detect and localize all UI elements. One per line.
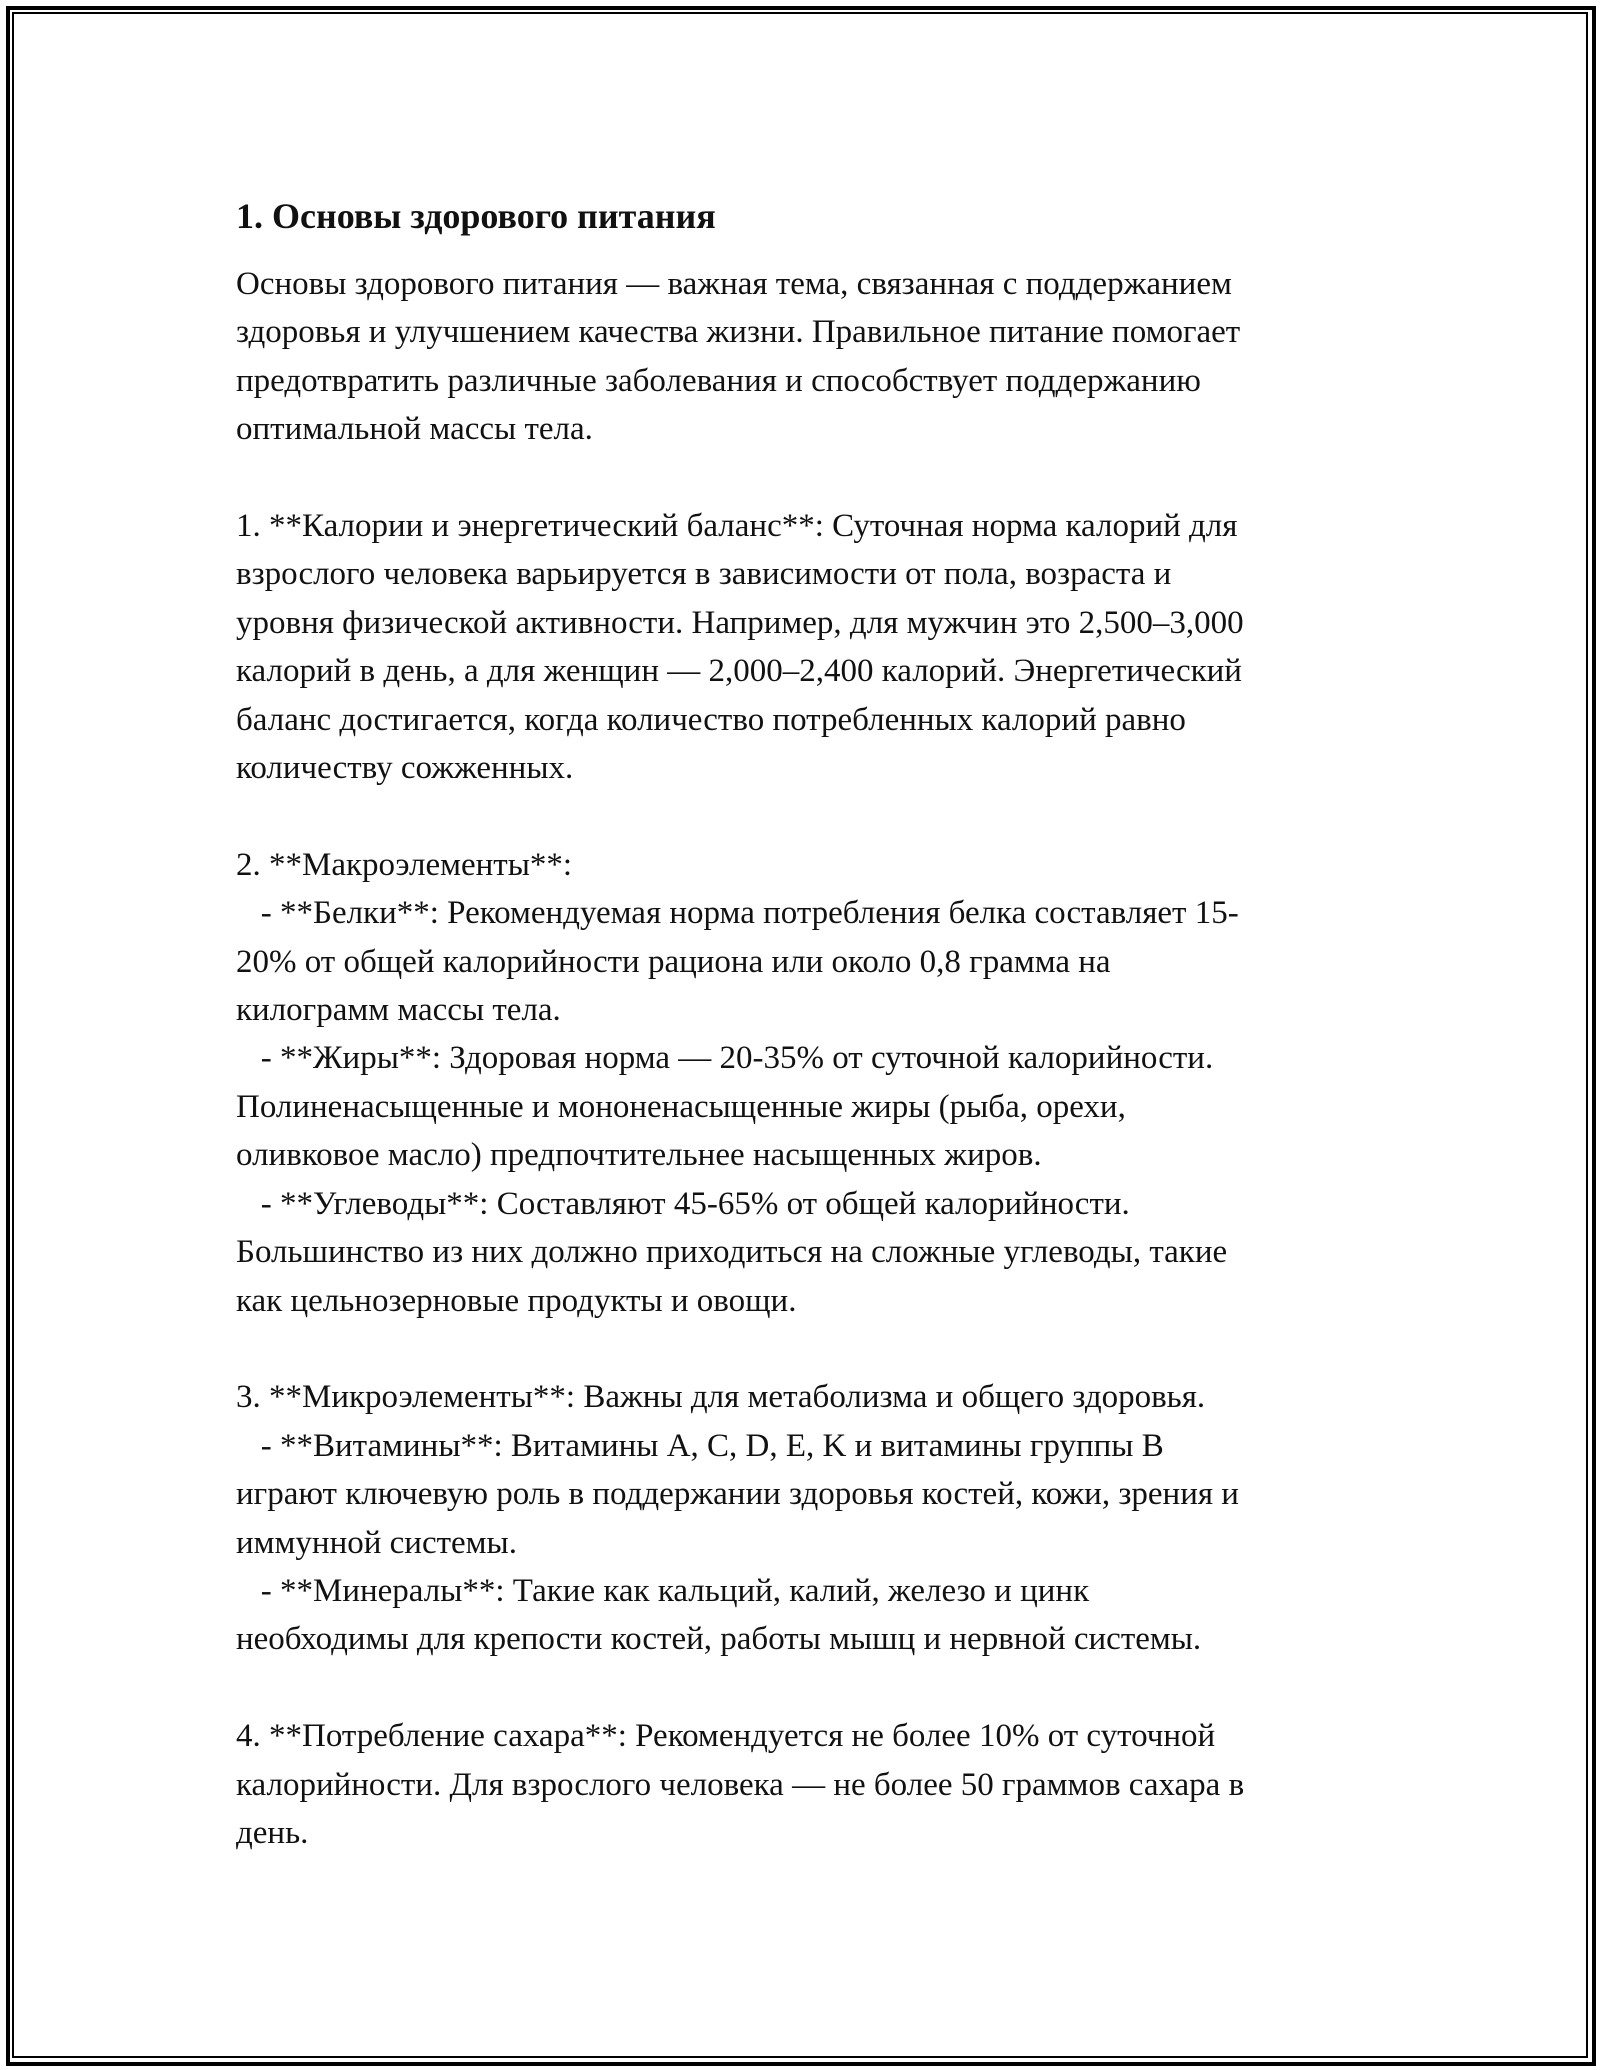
section-heading: 1. Основы здорового питания xyxy=(236,196,716,236)
blank-line xyxy=(236,1325,1376,1373)
text-line: 4. **Потребление сахара**: Рекомендуется не более 10% от суточной xyxy=(236,1718,1216,1755)
text-line: необходимы для крепости костей, работы мышц и нервной системы. xyxy=(236,1621,1202,1658)
text-line: оливковое масло) предпочтительнее насыщенных жиров. xyxy=(236,1137,1042,1174)
text-line: - **Витамины**: Витамины A, C, D, E, K и витамины группы B xyxy=(236,1427,1164,1464)
blank-line xyxy=(236,454,1376,502)
text-line: играют ключевую роль в поддержании здоровья костей, кожи, зрения и xyxy=(236,1476,1239,1513)
text-line: килограмм массы тела. xyxy=(236,992,561,1029)
text-line: баланс достигается, когда количество потребленных калорий равно xyxy=(236,701,1186,738)
text-line: взрослого человека варьируется в зависимости от пола, возраста и xyxy=(236,556,1172,593)
text-line: - **Минералы**: Такие как кальций, калий, железо и цинк xyxy=(236,1572,1090,1609)
text-line: Большинство из них должно приходиться на сложные углеводы, такие xyxy=(236,1234,1228,1271)
blank-line xyxy=(236,792,1376,840)
text-line: предотвратить различные заболевания и способствует поддержанию xyxy=(236,362,1201,399)
text-line: калорийности. Для взрослого человека — не более 50 граммов сахара в xyxy=(236,1766,1245,1803)
text-line: оптимальной массы тела. xyxy=(236,411,593,448)
text-line: 2. **Макроэлементы**: xyxy=(236,846,573,883)
text-line: день. xyxy=(236,1814,309,1851)
text-line: - **Жиры**: Здоровая норма — 20-35% от суточной калорийности. xyxy=(236,1040,1214,1077)
text-line: Полиненасыщенные и мононенасыщенные жиры (рыба, орехи, xyxy=(236,1088,1126,1125)
text-line: здоровья и улучшением качества жизни. Правильное питание помогает xyxy=(236,314,1241,351)
text-line: иммунной системы. xyxy=(236,1524,517,1561)
text-line: 20% от общей калорийности рациона или около 0,8 грамма на xyxy=(236,943,1111,980)
text-line: уровня физической активности. Например, для мужчин это 2,500–3,000 xyxy=(236,604,1244,641)
text-line: Основы здорового питания — важная тема, связанная с поддержанием xyxy=(236,266,1232,302)
blank-line xyxy=(236,1664,1376,1712)
text-line: 3. **Микроэлементы**: Важны для метаболизма и общего здоровья. xyxy=(236,1379,1206,1416)
text-line: количеству сожженных. xyxy=(236,750,574,787)
text-line: калорий в день, а для женщин — 2,000–2,400 калорий. Энергетический xyxy=(236,653,1242,690)
document-body xyxy=(236,190,1376,1857)
text-line: - **Углеводы**: Составляют 45-65% от общей калорийности. xyxy=(236,1185,1130,1222)
text-line: как цельнозерновые продукты и овощи. xyxy=(236,1282,797,1319)
paragraph-block xyxy=(236,260,1376,1857)
text-line: 1. **Калории и энергетический баланс**: Суточная норма калорий для xyxy=(236,508,1238,545)
text-line: - **Белки**: Рекомендуемая норма потребления белка составляет 15- xyxy=(236,895,1239,932)
